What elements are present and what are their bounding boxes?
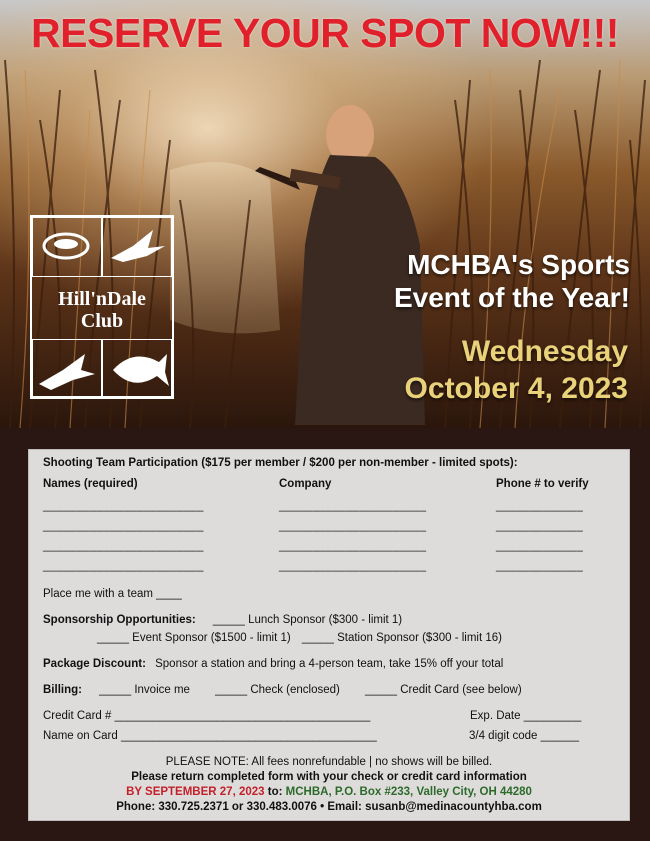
billing-row bbox=[43, 684, 522, 696]
col-names-header: Names (required) bbox=[43, 478, 138, 490]
name-on-card-field[interactable]: Name on Card ________________________________________ bbox=[43, 730, 377, 742]
package-text: Sponsor a station and bring a 4-person team, take 15% off your total bbox=[155, 658, 504, 670]
deadline: BY SEPTEMBER 27, 2023 bbox=[126, 786, 265, 798]
event-sponsor-option[interactable]: _____ Event Sponsor ($1500 - limit 1) bbox=[97, 632, 291, 644]
company-field-2[interactable]: ______________________ bbox=[279, 520, 427, 532]
station-sponsor-option[interactable]: _____ Station Sponsor ($300 - limit 16) bbox=[301, 632, 502, 644]
club-logo bbox=[30, 215, 174, 399]
name-field-1[interactable]: ________________________ bbox=[43, 500, 204, 512]
event-title bbox=[330, 248, 630, 314]
name-field-3[interactable]: ________________________ bbox=[43, 540, 204, 552]
team-heading: Shooting Team Participation ($175 per member / $200 per non-member - limited spots): bbox=[43, 457, 518, 469]
lunch-sponsor-option[interactable]: _____ Lunch Sponsor ($300 - limit 1) bbox=[212, 614, 403, 626]
pheasant-icon bbox=[32, 339, 102, 397]
to-label: to: bbox=[264, 786, 286, 798]
fees-note: PLEASE NOTE: All fees nonrefundable | no shows will be billed. bbox=[165, 756, 493, 768]
event-full-date: October 4, 2023 bbox=[404, 372, 628, 405]
billing-label: Billing: bbox=[43, 684, 82, 696]
goose-icon bbox=[102, 217, 172, 277]
clay-target-icon bbox=[32, 217, 102, 277]
invoice-option[interactable]: _____ Invoice me bbox=[99, 684, 190, 696]
return-instructions: Please return completed form with your check or credit card information bbox=[131, 771, 527, 783]
company-field-4[interactable]: ______________________ bbox=[279, 560, 427, 572]
sponsorship-line-2 bbox=[97, 632, 502, 644]
credit-card-number-field[interactable]: Credit Card # ________________________________________ bbox=[43, 710, 371, 722]
check-option[interactable]: _____ Check (enclosed) bbox=[215, 684, 340, 696]
logo-name-line2: Club bbox=[80, 310, 124, 332]
sponsorship-line-1 bbox=[43, 614, 402, 626]
sponsorship-label: Sponsorship Opportunities: bbox=[43, 614, 196, 626]
col-phone-header: Phone # to verify bbox=[496, 478, 589, 490]
phone-field-1[interactable]: _____________ bbox=[496, 500, 584, 512]
phone-field-3[interactable]: _____________ bbox=[496, 540, 584, 552]
event-title-line2: Event of the Year! bbox=[393, 282, 630, 313]
credit-card-option[interactable]: _____ Credit Card (see below) bbox=[365, 684, 522, 696]
place-me-with-team[interactable]: Place me with a team ____ bbox=[43, 588, 182, 600]
name-field-4[interactable]: ________________________ bbox=[43, 560, 204, 572]
mailing-line bbox=[29, 786, 629, 798]
package-discount bbox=[43, 658, 503, 670]
package-label: Package Discount: bbox=[43, 658, 146, 670]
logo-name-line1: Hill'nDale bbox=[58, 288, 146, 310]
event-title-line1: MCHBA's Sports bbox=[407, 249, 630, 280]
mailing-address: MCHBA, P.O. Box #233, Valley City, OH 44280 bbox=[285, 786, 532, 798]
headline: RESERVE YOUR SPOT NOW!!! bbox=[31, 10, 619, 56]
col-company-header: Company bbox=[279, 478, 332, 490]
name-field-2[interactable]: ________________________ bbox=[43, 520, 204, 532]
company-field-3[interactable]: ______________________ bbox=[279, 540, 427, 552]
exp-date-field[interactable]: Exp. Date _________ bbox=[470, 710, 582, 722]
security-code-field[interactable]: 3/4 digit code ______ bbox=[469, 730, 579, 742]
event-date bbox=[330, 333, 628, 407]
event-weekday: Wednesday bbox=[461, 335, 628, 368]
contact-info: Phone: 330.725.2371 or 330.483.0076 • Email: susanb@medinacountyhba.com bbox=[116, 801, 542, 813]
phone-field-4[interactable]: _____________ bbox=[496, 560, 584, 572]
registration-form bbox=[28, 449, 630, 821]
phone-field-2[interactable]: _____________ bbox=[496, 520, 584, 532]
company-field-1[interactable]: ______________________ bbox=[279, 500, 427, 512]
fish-icon bbox=[102, 339, 172, 397]
